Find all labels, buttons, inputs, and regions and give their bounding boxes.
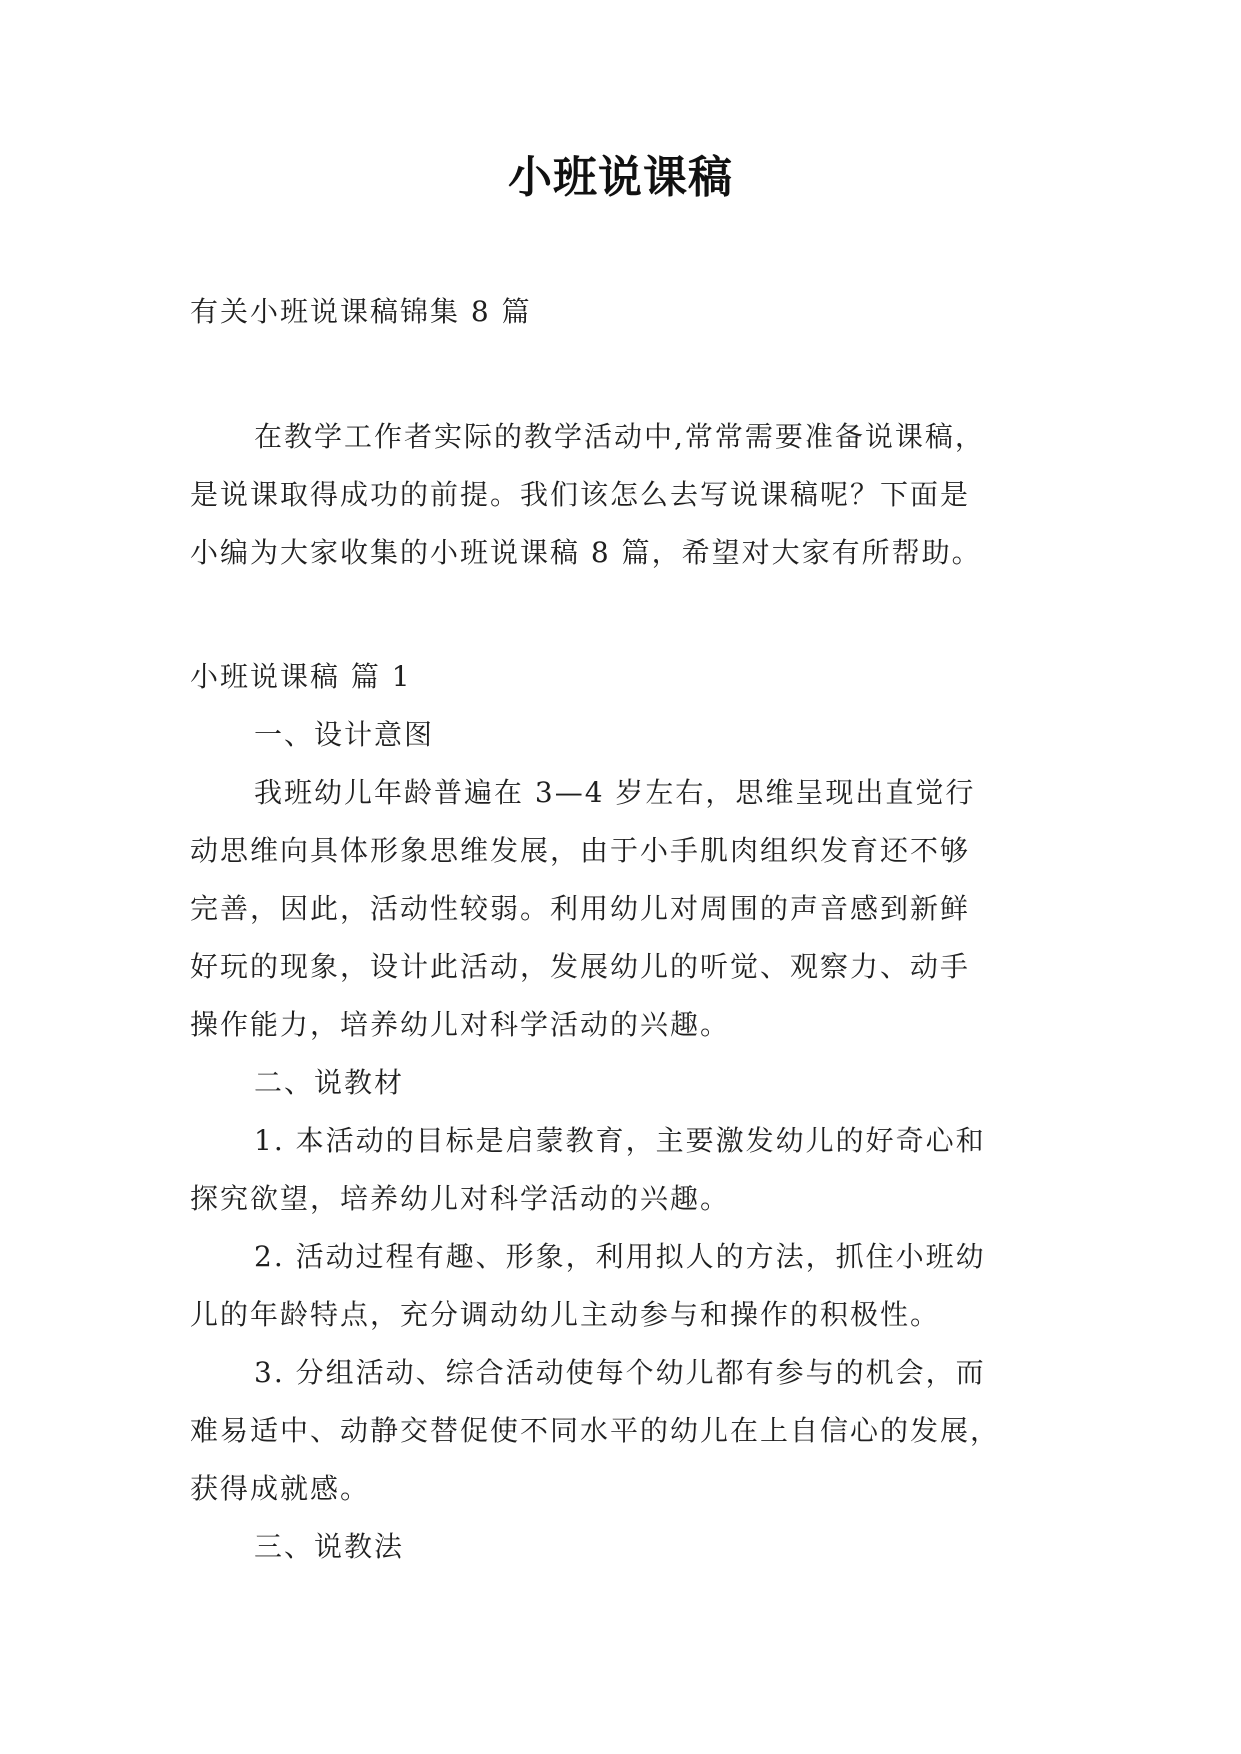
list-item-line: 探究欲望，培养幼儿对科学活动的兴趣。 <box>190 1182 731 1215</box>
intro-line: 在教学工作者实际的教学活动中,常常需要准备说课稿， <box>254 420 985 453</box>
section-heading-design-intent: 一、设计意图 <box>254 718 435 751</box>
paragraph-line: 好玩的现象，设计此活动，发展幼儿的听觉、观察力、动手 <box>190 950 971 983</box>
document-subtitle: 有关小班说课稿锦集 8 篇 <box>190 295 532 328</box>
article-section <box>190 648 1060 1576</box>
paragraph-line: 完善，因此，活动性较弱。利用幼儿对周围的声音感到新鲜 <box>190 892 971 925</box>
paragraph-line: 动思维向具体形象思维发展，由于小手肌肉组织发育还不够 <box>190 834 971 867</box>
list-item-line: 获得成就感。 <box>190 1472 371 1505</box>
list-item-line: 1. 本活动的目标是启蒙教育，主要激发幼儿的好奇心和 <box>254 1124 986 1157</box>
list-item-line: 儿的年龄特点，充分调动幼儿主动参与和操作的积极性。 <box>190 1298 941 1331</box>
list-item-line: 3. 分组活动、综合活动使每个幼儿都有参与的机会，而 <box>254 1356 986 1389</box>
document-title: 小班说课稿 <box>508 152 733 203</box>
list-item-line: 2. 活动过程有趣、形象，利用拟人的方法，抓住小班幼 <box>254 1240 986 1273</box>
article-heading: 小班说课稿 篇 1 <box>190 660 412 693</box>
intro-paragraph <box>190 408 1060 582</box>
intro-line: 是说课取得成功的前提。我们该怎么去写说课稿呢？下面是 <box>190 478 971 511</box>
paragraph-line: 操作能力，培养幼儿对科学活动的兴趣。 <box>190 1008 731 1041</box>
intro-line: 小编为大家收集的小班说课稿 8 篇，希望对大家有所帮助。 <box>190 536 982 569</box>
list-item-line: 难易适中、动静交替促使不同水平的幼儿在上自信心的发展， <box>190 1414 1001 1447</box>
section-heading-teaching-material: 二、说教材 <box>254 1066 405 1099</box>
section-heading-teaching-method: 三、说教法 <box>254 1530 405 1563</box>
paragraph-line: 我班幼儿年龄普遍在 3—4 岁左右，思维呈现出直觉行 <box>254 776 976 809</box>
